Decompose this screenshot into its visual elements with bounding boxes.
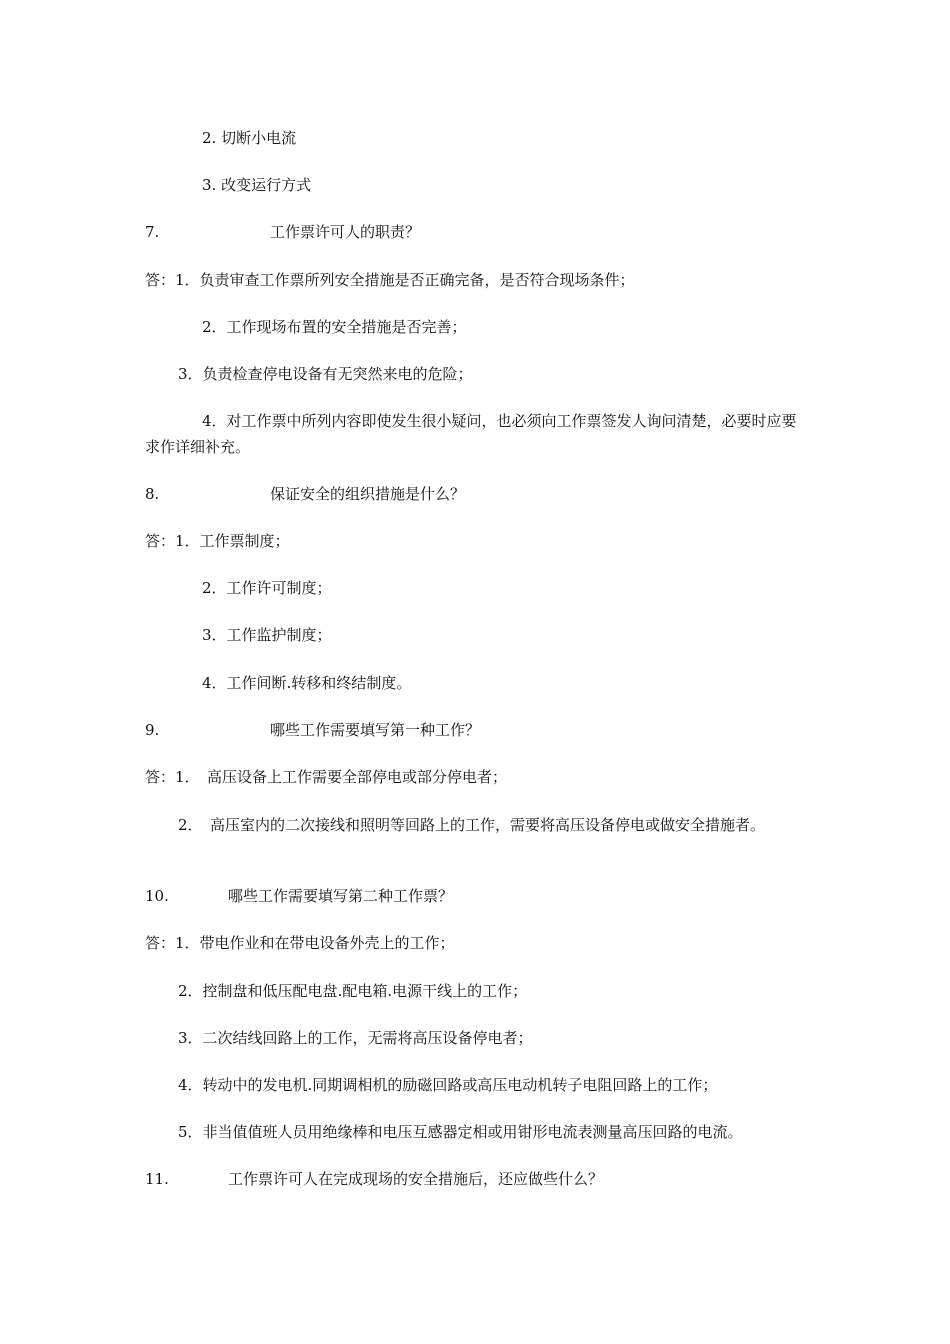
list-item-2: 2. 切断小电流 bbox=[202, 129, 297, 147]
question-9-number: 9. bbox=[145, 721, 160, 739]
answer-10-item-1: 答：1．带电作业和在带电设备外壳上的工作； bbox=[145, 934, 455, 952]
question-7-text: 工作票许可人的职责？ bbox=[270, 223, 421, 241]
answer-9-item-2: 2． 高压室内的二次接线和照明等回路上的工作，需要将高压设备停电或做安全措施者。 bbox=[178, 816, 766, 834]
answer-7-item-2: 2．工作现场布置的安全措施是否完善； bbox=[202, 318, 467, 336]
question-10-number: 10. bbox=[145, 887, 169, 905]
answer-9-item-1: 答：1． 高压设备上工作需要全部停电或部分停电者； bbox=[145, 768, 508, 786]
answer-8-item-1: 答：1．工作票制度； bbox=[145, 532, 290, 550]
question-7-number: 7. bbox=[145, 223, 160, 241]
answer-10-item-2: 2．控制盘和低压配电盘.配电箱.电源干线上的工作； bbox=[178, 982, 528, 1000]
answer-10-item-4: 4．转动中的发电机.同期调相机的励磁回路或高压电动机转子电阻回路上的工作； bbox=[178, 1076, 718, 1094]
question-10-text: 哪些工作需要填写第二种工作票？ bbox=[228, 887, 454, 905]
answer-10-item-5: 5．非当值值班人员用绝缘棒和电压互感器定相或用钳形电流表测量高压回路的电流。 bbox=[178, 1123, 743, 1141]
question-11-number: 11. bbox=[145, 1170, 169, 1188]
question-9-text: 哪些工作需要填写第一种工作？ bbox=[270, 721, 481, 739]
list-item-3: 3. 改变运行方式 bbox=[202, 176, 312, 194]
answer-7-item-3: 3．负责检查停电设备有无突然来电的危险； bbox=[178, 365, 473, 383]
question-8-number: 8. bbox=[145, 485, 160, 503]
answer-7-item-4: 4．对工作票中所列内容即使发生很小疑问，也必须向工作票签发人询问清楚，必要时应要求作详细补充。 bbox=[145, 412, 797, 456]
answer-8-item-4: 4．工作间断.转移和终结制度。 bbox=[202, 674, 412, 692]
answer-8-item-3: 3．工作监护制度； bbox=[202, 626, 332, 644]
question-8-text: 保证安全的组织措施是什么？ bbox=[270, 485, 466, 503]
answer-7-item-1: 答：1．负责审查工作票所列安全措施是否正确完备，是否符合现场条件； bbox=[145, 271, 635, 289]
answer-10-item-3: 3．二次结线回路上的工作，无需将高压设备停电者； bbox=[178, 1029, 533, 1047]
answer-8-item-2: 2．工作许可制度； bbox=[202, 579, 332, 597]
question-11-text: 工作票许可人在完成现场的安全措施后，还应做些什么？ bbox=[228, 1170, 604, 1188]
